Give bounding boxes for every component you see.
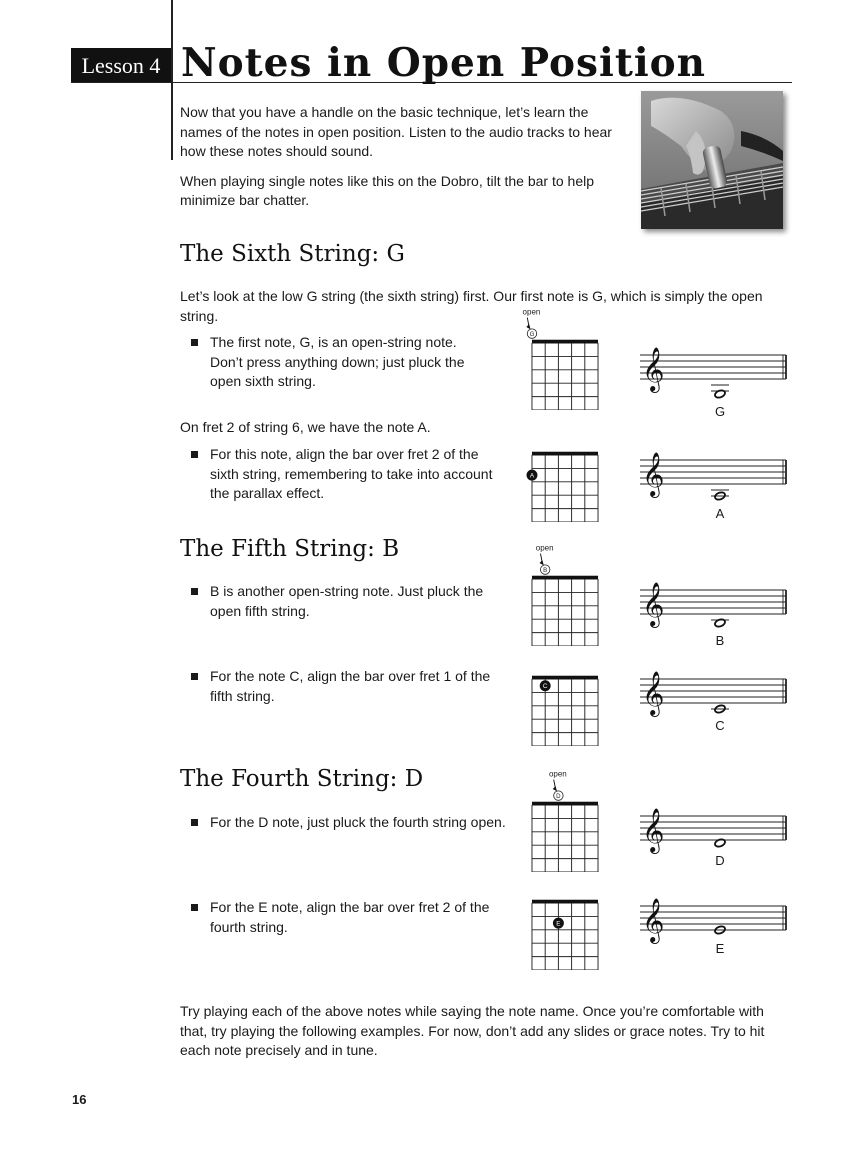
marker-letter: G — [529, 330, 535, 338]
marker-letter: B — [543, 566, 548, 574]
open-label: open — [548, 772, 567, 779]
dobro-bar-photo — [641, 91, 783, 229]
nut — [532, 340, 598, 344]
treble-clef-icon: 𝄞 — [642, 347, 665, 391]
arrow-head-icon — [526, 324, 530, 329]
open-label: open — [535, 546, 554, 553]
note-label-a: A — [715, 506, 725, 521]
bullet-square-icon — [191, 673, 198, 680]
treble-clef-icon: 𝄞 — [642, 671, 665, 715]
arrow-head-icon — [553, 786, 557, 791]
nut — [532, 900, 598, 904]
arrow-head-icon — [540, 560, 544, 565]
nut — [532, 576, 598, 580]
note-label-g: G — [714, 404, 726, 419]
open-label: open — [522, 310, 541, 317]
fret-diagram-c — [520, 646, 610, 746]
note-label-d: D — [715, 853, 725, 868]
treble-clef-icon: 𝄞 — [642, 808, 665, 852]
margin-vertical-rule — [171, 0, 173, 160]
bullet-square-icon — [191, 339, 198, 346]
bullet-note-d: For the D note, just pluck the fourth string open. — [191, 813, 521, 833]
bullet-square-icon — [191, 904, 198, 911]
treble-clef-icon: 𝄞 — [642, 898, 665, 942]
note-label-e: E — [715, 941, 725, 956]
fret-diagram-a — [520, 422, 610, 522]
fret-diagram-d — [520, 772, 610, 872]
lesson-tag: Lesson 4 — [71, 48, 171, 82]
bullet-note-e: For the E note, align the bar over fret 2 of the fourth string. — [191, 898, 501, 937]
fret-diagram-b — [520, 546, 610, 646]
fret-diagram-e — [520, 870, 610, 970]
intro-paragraph-2: When playing single notes like this on the Dobro, tilt the bar to help minimize bar chatter. — [180, 172, 595, 208]
section-title-sixth-string: The Sixth String: G — [180, 241, 405, 267]
bullet-note-c: For the note C, align the bar over fret 1 of the fifth string. — [191, 667, 501, 706]
sixth-string-between: On fret 2 of string 6, we have the note A. — [180, 419, 431, 435]
marker-letter: E — [556, 920, 561, 928]
page-number: 16 — [72, 1092, 87, 1107]
intro-text — [180, 103, 630, 221]
nut — [532, 676, 598, 680]
bullet-square-icon — [191, 819, 198, 826]
treble-clef-icon: 𝄞 — [642, 452, 665, 496]
page-title: Notes in Open Position — [181, 40, 707, 86]
nut — [532, 452, 598, 456]
closing-paragraph: Try playing each of the above notes while saying the note name. Once you’re comfortable with that, try playing the following examples. For now, don’t add any slides or grace notes. Try to hit each note precisely and in tune. — [180, 1003, 765, 1058]
bullet-note-g: The first note, G, is an open-string note. Don’t press anything down; just pluck the open sixth string. — [191, 333, 481, 392]
marker-letter: D — [556, 792, 561, 800]
marker-letter: A — [529, 472, 535, 480]
sixth-string-intro: Let’s look at the low G string (the sixth string) first. Our first note is G, which is simply the open string. — [180, 288, 763, 324]
section-title-fourth-string: The Fourth String: D — [180, 766, 424, 792]
bullet-note-b: B is another open-string note. Just pluck the open fifth string. — [191, 582, 491, 621]
treble-clef-icon: 𝄞 — [642, 582, 665, 626]
bullet-square-icon — [191, 588, 198, 595]
intro-paragraph-1: Now that you have a handle on the basic technique, let’s learn the names of the notes in open position. Listen to the audio tracks to hear how these notes should sound. — [180, 104, 612, 159]
fret-diagram-g — [520, 310, 610, 410]
note-label-c: C — [715, 718, 725, 733]
staff-note-g — [640, 335, 790, 415]
bullet-note-a: For this note, align the bar over fret 2 of the sixth string, remembering to take into account the parallax effect. — [191, 445, 501, 504]
bullet-square-icon — [191, 451, 198, 458]
nut — [532, 802, 598, 806]
marker-letter: C — [542, 682, 548, 690]
section-title-fifth-string: The Fifth String: B — [180, 536, 400, 562]
note-label-b: B — [715, 633, 725, 648]
